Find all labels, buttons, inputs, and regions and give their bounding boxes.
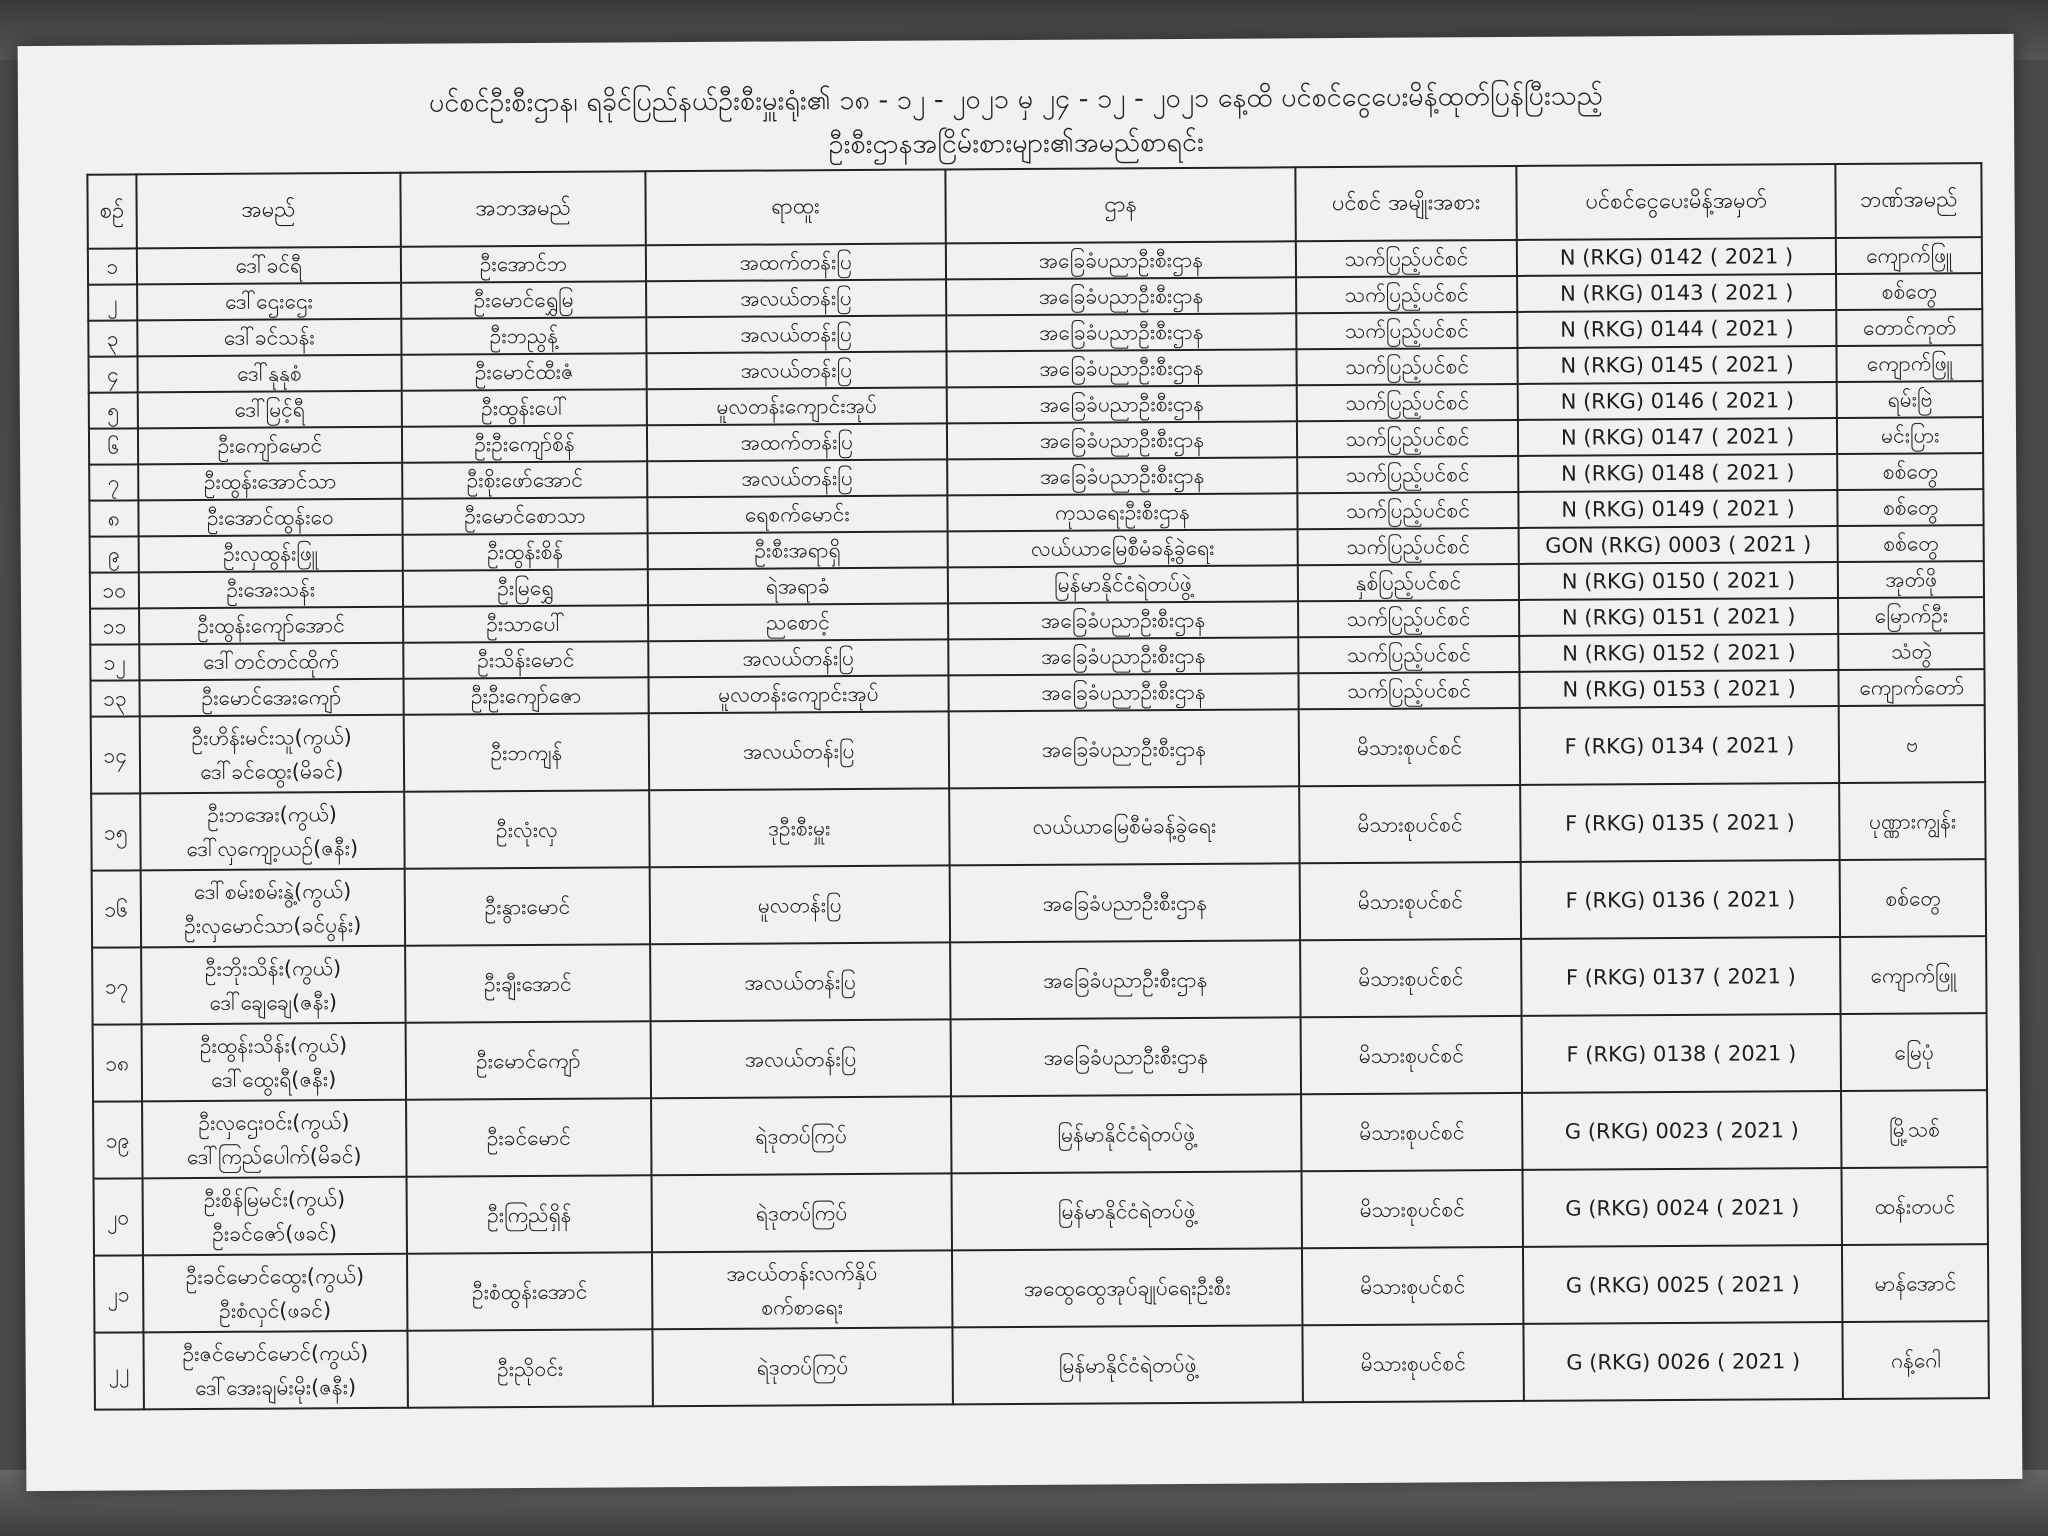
row-name-line: ဦးထွန်းသိန်း(ကွယ်) xyxy=(199,1032,348,1058)
row-number: ၁၁ xyxy=(90,608,139,644)
row-order-number: N (RKG) 0152 ( 2021 ) xyxy=(1519,634,1839,672)
row-order-number: N (RKG) 0145 ( 2021 ) xyxy=(1517,346,1837,384)
row-department: အခြေခံပညာဦးစီးဌာန xyxy=(946,313,1297,351)
row-pension-type: မိသားစုပင်စင် xyxy=(1300,939,1521,1017)
row-name xyxy=(139,607,404,645)
row-department: အထွေထွေအုပ်ချုပ်ရေးဦးစီး xyxy=(952,1248,1303,1327)
row-number: ၂၂ xyxy=(94,1332,143,1409)
row-rank: အလယ်တန်းပြ xyxy=(649,711,949,790)
row-rank: ရဲအရာခံ xyxy=(648,567,948,605)
row-name-line: ဒေါ်ခင်ထွေး(မိခင်) xyxy=(200,758,344,784)
table-row xyxy=(93,1013,1987,1102)
row-rank: ညစောင့် xyxy=(648,603,948,641)
row-pension-type: သက်ပြည့်ပင်စင် xyxy=(1297,456,1518,493)
row-name-line: ဒေါ်အေးချမ်းမိုး(ဇနီး) xyxy=(194,1374,357,1400)
row-pension-type: သက်ပြည့်ပင်စင် xyxy=(1298,492,1519,529)
row-name-line: ဦးဇင်မောင်မောင်(ကွယ်) xyxy=(182,1340,369,1366)
header-name: အမည် xyxy=(136,173,401,249)
row-pension-type: မိသားစုပင်စင် xyxy=(1301,1016,1522,1094)
row-order-number: N (RKG) 0148 ( 2021 ) xyxy=(1518,454,1838,492)
row-pension-type: သက်ပြည့်ပင်စင် xyxy=(1298,600,1519,637)
row-rank: အလယ်တန်းပြ xyxy=(646,351,946,389)
row-rank-line: အငယ်တန်းလက်နှိပ် xyxy=(726,1260,878,1286)
row-father-name: ဦးဦးကျော်ဇော xyxy=(404,677,649,714)
row-bank: ကျောက်ဖြူ xyxy=(1836,237,1982,274)
row-father-name: ဦးစံထွန်းအောင် xyxy=(407,1252,652,1330)
row-department: အခြေခံပညာဦးစီးဌာန xyxy=(946,349,1297,387)
row-department: အခြေခံပညာဦးစီးဌာန xyxy=(948,673,1299,711)
row-department: အခြေခံပညာဦးစီးဌာန xyxy=(948,637,1299,675)
title-line-2: ဦးစီးဌာနအငြိမ်းစားများ၏အမည်စာရင်း xyxy=(828,126,1204,161)
header-father: အဘအမည် xyxy=(400,171,645,246)
row-father-name: ဦးညိုဝင်း xyxy=(408,1329,653,1407)
row-rank: အလယ်တန်းပြ xyxy=(646,315,946,353)
row-father-name: ဦးမောင်ကျော် xyxy=(406,1021,651,1099)
row-father-name: ဦးသိန်းမောင် xyxy=(403,641,648,678)
table-row xyxy=(94,1167,1988,1256)
row-number: ၁ xyxy=(88,248,137,284)
row-rank-line: စက်စာရေး xyxy=(761,1294,843,1320)
row-name xyxy=(137,355,402,393)
row-name-line: ဦးအောင်ထွန်းဝေ xyxy=(206,505,334,530)
row-father-name: ဦးထွန်းပေါ် xyxy=(402,389,647,426)
row-name xyxy=(136,247,401,285)
row-department: အခြေခံပညာဦးစီးဌာန xyxy=(949,863,1300,942)
row-rank: မူလတန်းကျောင်းအုပ် xyxy=(647,387,947,425)
row-name-line: ဦးမောင်အေးကျော် xyxy=(201,685,342,710)
row-father-name: ဦးလုံးလှ xyxy=(404,790,649,868)
row-name xyxy=(137,319,402,357)
row-rank: အလယ်တန်းပြ xyxy=(650,1019,950,1098)
row-order-number: F (RKG) 0135 ( 2021 ) xyxy=(1520,783,1840,862)
header-order-number: ပင်စင်ငွေပေးမိန့်အမှတ် xyxy=(1516,164,1836,240)
row-father-name: ဦးသာပေါ် xyxy=(403,605,648,642)
row-name-line: ဦးလှမောင်သာ(ခင်ပွန်း) xyxy=(184,912,362,938)
row-number: ၁၃ xyxy=(90,680,139,716)
row-pension-type: မိသားစုပင်စင် xyxy=(1299,708,1520,786)
row-bank: တောင်ကုတ် xyxy=(1837,309,1983,346)
row-bank: စစ်တွေ xyxy=(1840,859,1986,937)
row-name-line: ဒေါ်စမ်းစမ်းနွဲ့(ကွယ်) xyxy=(193,878,352,904)
row-pension-type: သက်ပြည့်ပင်စင် xyxy=(1296,276,1517,313)
row-department: လယ်ယာမြေစီမံခန့်ခွဲရေး xyxy=(947,529,1298,567)
row-department: အခြေခံပညာဦးစီးဌာန xyxy=(950,1017,1301,1096)
row-department: မြန်မာနိုင်ငံရဲတပ်ဖွဲ့ xyxy=(951,1094,1302,1173)
row-number: ၅ xyxy=(89,392,138,428)
row-name-line: ဦးစိန်မြမင်း(ကွယ်) xyxy=(203,1186,346,1212)
table-row xyxy=(94,1244,1988,1333)
row-name-line: ဦးထွန်းကျော်အောင် xyxy=(197,613,345,639)
row-number: ၂၁ xyxy=(94,1255,143,1332)
row-name-line: ဦးခင်ဇော်(ဖခင်) xyxy=(212,1220,338,1246)
row-father-name: ဦးမောင်ထီးဇံ xyxy=(402,353,647,390)
row-number: ၁၄ xyxy=(91,716,140,793)
row-bank: ကျောက်ဖြူ xyxy=(1837,345,1983,382)
table-row xyxy=(91,705,1985,794)
row-pension-type: သက်ပြည့်ပင်စင် xyxy=(1297,348,1518,385)
row-father-name: ဦးဦးကျော်စိန် xyxy=(402,425,647,462)
row-bank: ဗ xyxy=(1839,705,1985,783)
row-name-line: ဦးလှထွန်းဖြူ xyxy=(223,541,318,566)
row-bank: မင်းပြား xyxy=(1837,417,1983,454)
row-father-name: ဦးချီးအောင် xyxy=(405,944,650,1022)
row-father-name: ဦးမောင်ရွှေမြ xyxy=(401,281,646,318)
row-rank: အလယ်တန်းပြ xyxy=(650,942,950,1021)
row-name xyxy=(138,571,403,609)
row-rank: ရဲဒုတပ်ကြပ် xyxy=(651,1173,951,1252)
row-bank: မြောက်ဦး xyxy=(1838,597,1984,634)
row-name-line: ဒေါ်ချေချေ(ဇနီး) xyxy=(209,989,338,1015)
row-father-name: ဦးမောင်စောသာ xyxy=(402,497,647,534)
row-order-number: F (RKG) 0138 ( 2021 ) xyxy=(1521,1014,1841,1093)
row-rank: ဒုဦးစီးမှူး xyxy=(649,788,949,867)
row-order-number: GON (RKG) 0003 ( 2021 ) xyxy=(1518,526,1838,564)
row-rank xyxy=(652,1250,952,1329)
row-department: အခြေခံပညာဦးစီးဌာန xyxy=(950,940,1301,1019)
row-bank: ကျောက်တော် xyxy=(1839,669,1985,706)
row-pension-type: မိသားစုပင်စင် xyxy=(1303,1324,1524,1402)
row-pension-type: နှစ်ပြည့်ပင်စင် xyxy=(1298,564,1519,601)
header-no: စဉ် xyxy=(87,174,136,248)
row-name xyxy=(141,946,406,1025)
row-pension-type: သက်ပြည့်ပင်စင် xyxy=(1299,672,1520,709)
header-pension-type: ပင်စင် အမျိုးအစား xyxy=(1296,166,1517,241)
row-father-name: ဦးဘညွန့် xyxy=(401,317,646,354)
row-department: အခြေခံပညာဦးစီးဌာန xyxy=(947,421,1298,459)
row-pension-type: သက်ပြည့်ပင်စင် xyxy=(1296,312,1517,349)
row-name-line: ဒေါ်ဌေးဌေး xyxy=(224,289,313,314)
row-father-name: ဦးစိုးဖော်အောင် xyxy=(402,461,647,498)
row-bank: မာန်အောင် xyxy=(1842,1244,1988,1322)
row-number: ၆ xyxy=(89,428,138,464)
row-order-number: N (RKG) 0143 ( 2021 ) xyxy=(1517,274,1837,312)
row-rank: အထက်တန်းပြ xyxy=(646,243,946,281)
pension-table xyxy=(86,162,1990,1411)
row-father-name: ဦးထွန်းစိန် xyxy=(403,533,648,570)
row-department: ကုသရေးဦးစီးဌာန xyxy=(947,493,1298,531)
row-name xyxy=(142,1177,407,1256)
row-bank: စစ်တွေ xyxy=(1838,453,1984,490)
row-order-number: G (RKG) 0024 ( 2021 ) xyxy=(1522,1168,1842,1247)
row-order-number: F (RKG) 0137 ( 2021 ) xyxy=(1521,937,1841,1016)
row-rank: အလယ်တန်းပြ xyxy=(648,639,948,677)
row-pension-type: မိသားစုပင်စင် xyxy=(1301,1093,1522,1171)
row-bank: ကျောက်ဖြူ xyxy=(1841,936,1987,1014)
row-rank: ရဲဒုတပ်ကြပ် xyxy=(651,1096,951,1175)
row-number: ၉ xyxy=(90,536,139,572)
row-order-number: N (RKG) 0144 ( 2021 ) xyxy=(1517,310,1837,348)
row-number: ၁၆ xyxy=(92,870,141,947)
row-name xyxy=(140,869,405,948)
row-bank: သံတွဲ xyxy=(1839,633,1985,670)
row-name xyxy=(138,463,403,501)
row-bank: မြို့သစ် xyxy=(1841,1090,1987,1168)
row-name xyxy=(139,715,404,794)
row-department: မြန်မာနိုင်ငံရဲတပ်ဖွဲ့ xyxy=(952,1325,1303,1404)
row-name-line: ဒေါ်ခင်သန်း xyxy=(223,325,315,350)
title-line-1: ပင်စင်ဦးစီးဌာန၊ ရခိုင်ပြည်နယ်ဦးစီးမှူးရုံး၏ ၁၈ - ၁၂ - ၂၀၂၁ မှ ၂၄ - ၁၂ - ၂၀၂၁ နေ့ထိ ပင်စင်ငွေပေးမိန့်ထုတ်ပြန်ပြီးသည့် xyxy=(428,80,1604,119)
row-number: ၇ xyxy=(89,464,138,500)
row-order-number: G (RKG) 0023 ( 2021 ) xyxy=(1522,1091,1842,1170)
row-name xyxy=(140,792,405,871)
header-row xyxy=(87,163,1981,249)
row-pension-type: သက်ပြည့်ပင်စင် xyxy=(1297,384,1518,421)
row-order-number: N (RKG) 0146 ( 2021 ) xyxy=(1517,382,1837,420)
row-pension-type: သက်ပြည့်ပင်စင် xyxy=(1298,636,1519,673)
row-name-line: ဦးဘိုးသိန်း(ကွယ်) xyxy=(204,955,342,981)
row-rank: အလယ်တန်းပြ xyxy=(647,459,947,497)
row-name-line: ဦးအေးသန်း xyxy=(226,577,316,602)
row-name-line: ဦးထွန်းအောင်သာ xyxy=(203,469,337,494)
row-pension-type: မိသားစုပင်စင် xyxy=(1302,1247,1523,1325)
row-number: ၃ xyxy=(88,320,137,356)
row-number: ၁၈ xyxy=(93,1024,142,1101)
row-order-number: N (RKG) 0147 ( 2021 ) xyxy=(1518,418,1838,456)
table-body xyxy=(88,237,1989,1410)
row-name-line: ဦးခင်မောင်ထွေး(ကွယ်) xyxy=(185,1263,365,1289)
row-name xyxy=(141,1023,406,1102)
row-department: မြန်မာနိုင်ငံရဲတပ်ဖွဲ့ xyxy=(947,565,1298,603)
row-bank: ထန်းတပင် xyxy=(1842,1167,1988,1245)
row-rank: မူလတန်းကျောင်းအုပ် xyxy=(648,675,948,713)
row-department: အခြေခံပညာဦးစီးဌာန xyxy=(945,241,1296,279)
row-bank: ရမ်းဗြဲ xyxy=(1837,381,1983,418)
row-order-number: N (RKG) 0150 ( 2021 ) xyxy=(1519,562,1839,600)
row-rank: ဦးစီးအရာရှိ xyxy=(647,531,947,569)
table-row xyxy=(94,1321,1988,1410)
row-order-number: N (RKG) 0149 ( 2021 ) xyxy=(1518,490,1838,528)
row-department: အခြေခံပညာဦးစီးဌာန xyxy=(946,277,1297,315)
row-bank: ဂန့်ဂေါ xyxy=(1843,1321,1989,1399)
row-name xyxy=(138,535,403,573)
row-rank: အထက်တန်းပြ xyxy=(647,423,947,461)
document-title xyxy=(78,72,1955,171)
row-department: အခြေခံပညာဦးစီးဌာန xyxy=(948,601,1299,639)
row-name-line: ဒေါ်နုနုစံ xyxy=(237,361,302,386)
row-name xyxy=(139,643,404,681)
row-order-number: N (RKG) 0151 ( 2021 ) xyxy=(1519,598,1839,636)
row-rank: ရဲဒုတပ်ကြပ် xyxy=(652,1327,952,1406)
row-name xyxy=(137,427,402,465)
row-number: ၄ xyxy=(89,356,138,392)
row-pension-type: မိသားစုပင်စင် xyxy=(1302,1170,1523,1248)
row-pension-type: သက်ပြည့်ပင်စင် xyxy=(1297,420,1518,457)
row-order-number: G (RKG) 0025 ( 2021 ) xyxy=(1523,1245,1843,1324)
row-number: ၈ xyxy=(89,500,138,536)
header-department: ဌာန xyxy=(945,167,1296,243)
row-number: ၁၉ xyxy=(93,1101,142,1178)
row-number: ၁၀ xyxy=(90,572,139,608)
table-row xyxy=(93,1090,1987,1179)
row-department: အခြေခံပညာဦးစီးဌာန xyxy=(946,385,1297,423)
row-number: ၁၇ xyxy=(92,947,141,1024)
row-father-name: ဦးမြရွှေ xyxy=(403,569,648,606)
row-pension-type: သက်ပြည့်ပင်စင် xyxy=(1296,240,1517,277)
row-order-number: N (RKG) 0153 ( 2021 ) xyxy=(1519,670,1839,708)
row-name-line: ဒေါ်ခင်ရီ xyxy=(235,253,303,278)
row-name-line: ဦးဟိန်းမင်းသူ(ကွယ်) xyxy=(191,724,352,750)
table-row xyxy=(91,782,1985,871)
row-department: အခြေခံပညာဦးစီးဌာန xyxy=(947,457,1298,495)
header-rank: ရာထူး xyxy=(645,169,945,245)
row-name xyxy=(137,283,402,321)
row-bank: စစ်တွေ xyxy=(1836,273,1982,310)
table-row xyxy=(92,936,1986,1025)
row-pension-type: မိသားစုပင်စင် xyxy=(1300,862,1521,940)
row-bank: ပုဏ္ဏားကျွန်း xyxy=(1840,782,1986,860)
header-bank: ဘဏ်အမည် xyxy=(1836,163,1982,238)
row-father-name: ဦးကြည်ရှိန် xyxy=(407,1175,652,1253)
row-order-number: F (RKG) 0134 ( 2021 ) xyxy=(1519,706,1839,785)
row-number: ၂ xyxy=(88,284,137,320)
row-name-line: ဦးဘအေး(ကွယ်) xyxy=(207,801,338,827)
table-row xyxy=(92,859,1986,948)
row-father-name: ဦးနွားမောင် xyxy=(405,867,650,945)
row-name xyxy=(142,1254,407,1333)
row-name xyxy=(137,391,402,429)
row-rank: အလယ်တန်းပြ xyxy=(646,279,946,317)
paper-sheet xyxy=(18,34,2023,1491)
row-department: မြန်မာနိုင်ငံရဲတပ်ဖွဲ့ xyxy=(951,1171,1302,1250)
row-father-name: ဦးခင်မောင် xyxy=(406,1098,651,1176)
row-order-number: G (RKG) 0026 ( 2021 ) xyxy=(1523,1322,1843,1401)
row-rank: မူလတန်းပြ xyxy=(649,865,949,944)
row-name xyxy=(142,1100,407,1179)
row-father-name: ဦးဘကျန် xyxy=(404,713,649,791)
row-name xyxy=(139,679,404,717)
row-father-name: ဦးအောင်ဘ xyxy=(401,245,646,282)
row-name xyxy=(143,1331,408,1410)
row-name xyxy=(138,499,403,537)
row-order-number: N (RKG) 0142 ( 2021 ) xyxy=(1517,238,1837,276)
row-pension-type: သက်ပြည့်ပင်စင် xyxy=(1298,528,1519,565)
row-name-line: ဦးလှဌေးဝင်း(ကွယ်) xyxy=(198,1109,350,1135)
row-bank: အုတ်ဖို xyxy=(1838,561,1984,598)
row-name-line: ဦးစံလှင်(ဖခင်) xyxy=(219,1297,332,1323)
row-number: ၁၅ xyxy=(91,793,140,870)
row-number: ၁၂ xyxy=(90,644,139,680)
row-name-line: ဒေါ်လှကျော့ယဉ်(ဇနီး) xyxy=(186,835,359,861)
row-rank: ရေစက်မောင်း xyxy=(647,495,947,533)
row-name-line: ဦးကျော်မောင် xyxy=(217,433,323,458)
row-department: လယ်ယာမြေစီမံခန့်ခွဲရေး xyxy=(949,786,1300,865)
row-name-line: ဒေါ်ထွေးရီ(ဇနီး) xyxy=(211,1066,337,1092)
row-bank: စစ်တွေ xyxy=(1838,489,1984,526)
row-order-number: F (RKG) 0136 ( 2021 ) xyxy=(1520,860,1840,939)
row-name-line: ဒေါ်ကြည်ပေါက်(မိခင်) xyxy=(186,1143,362,1169)
row-pension-type: မိသားစုပင်စင် xyxy=(1299,785,1520,863)
row-bank: စစ်တွေ xyxy=(1838,525,1984,562)
row-name-line: ဒေါ်မြင့်ရီ xyxy=(234,397,305,422)
row-name-line: ဒေါ်တင်တင်ထိုက် xyxy=(203,649,340,674)
row-department: အခြေခံပညာဦးစီးဌာန xyxy=(948,709,1299,788)
row-bank: မြေပုံ xyxy=(1841,1013,1987,1091)
row-number: ၂၀ xyxy=(94,1178,143,1255)
